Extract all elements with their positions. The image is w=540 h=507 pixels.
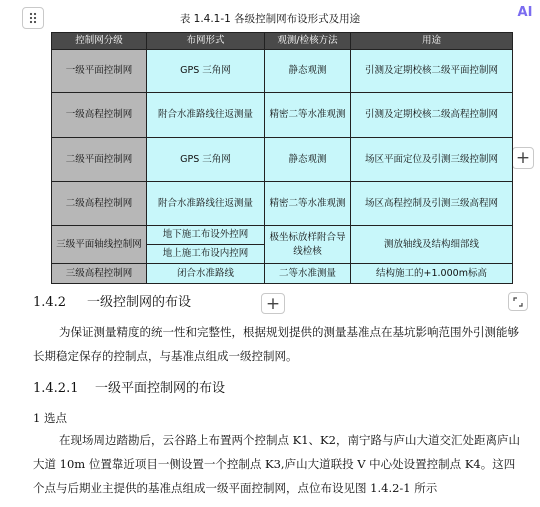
row-method: 静态观测 [265,50,351,93]
subsection-title: 一级平面控制网的布设 [95,381,226,396]
row-name: 二级平面控制网 [52,138,147,182]
expand-icon [513,297,523,307]
row-name: 一级平面控制网 [52,50,147,93]
section-heading [33,291,191,310]
row-form: 附合水准路线往返测量 [147,182,265,226]
row-form: GPS 三角网 [147,138,265,182]
ai-assistant-button[interactable]: AI [513,2,537,22]
row-method: 极坐标放样附合导线检核 [265,226,351,264]
header-cell: 用途 [351,33,513,50]
header-cell: 控制网分级 [52,33,147,50]
row-method: 精密二等水准观测 [265,182,351,226]
row-use: 场区高程控制及引测三级高程网 [351,182,513,226]
row-form: 闭合水准路线 [147,264,265,284]
table-row [52,93,513,138]
row-form: 地下施工布设外控网 [147,226,265,245]
paragraph [33,428,523,500]
row-use: 引测及定期校核二级平面控制网 [351,50,513,93]
add-block-button[interactable]: + [512,147,534,169]
control-network-table [51,32,513,284]
table-row [52,50,513,93]
row-use: 结构施工的+1.000m标高 [351,264,513,284]
subsection-heading [33,377,225,396]
row-name: 一级高程控制网 [52,93,147,138]
paragraph-text: 为保证测量精度的统一性和完整性，根据规划提供的测量基准点在基坑影响范围外引测能够长期稳定保存的控制点，与基准点组成一级控制网。 [33,325,519,363]
subsection-number: 1.4.2.1 [33,381,79,396]
paragraph-text: 在现场周边踏勘后，云谷路上布置两个控制点 K1、K2，南宁路与庐山大道交汇处距离庐山大道 10m 位置靠近项目一侧设置一个控制点 K3,庐山大道联投 V 中心处设置控制点 K4。这四个点与后期业主提供的基准点组成一级平面控制网，点位布设见图 1.4.2-1 所示 [33,433,520,495]
section-number: 1.4.2 [33,295,67,310]
row-method: 二等水准测量 [265,264,351,284]
row-name: 三级平面轴线控制网 [52,226,147,264]
table-row [52,264,513,284]
row-use: 引测及定期校核二级高程控制网 [351,93,513,138]
row-name: 三级高程控制网 [52,264,147,284]
section-title: 一级控制网的布设 [87,295,192,310]
row-form: GPS 三角网 [147,50,265,93]
table-row [52,138,513,182]
paragraph [33,320,523,368]
row-form: 地上施工布设内控网 [147,245,265,264]
expand-button[interactable] [508,292,528,311]
table-caption: 表 1.4.1-1 各级控制网布设形式及用途 [179,13,361,25]
header-cell: 布网形式 [147,33,265,50]
row-name: 二级高程控制网 [52,182,147,226]
row-use: 测放轴线及结构细部线 [351,226,513,264]
table-header-row [52,33,513,50]
row-use: 场区平面定位及引测三级控制网 [351,138,513,182]
insert-block-button[interactable]: + [261,293,285,314]
header-cell: 观测/检核方法 [265,33,351,50]
row-method: 静态观测 [265,138,351,182]
table-row [52,226,513,245]
row-method: 精密二等水准观测 [265,93,351,138]
list-item: 1 选点 [33,411,67,425]
row-form: 附合水准路线往返测量 [147,93,265,138]
table-row [52,182,513,226]
